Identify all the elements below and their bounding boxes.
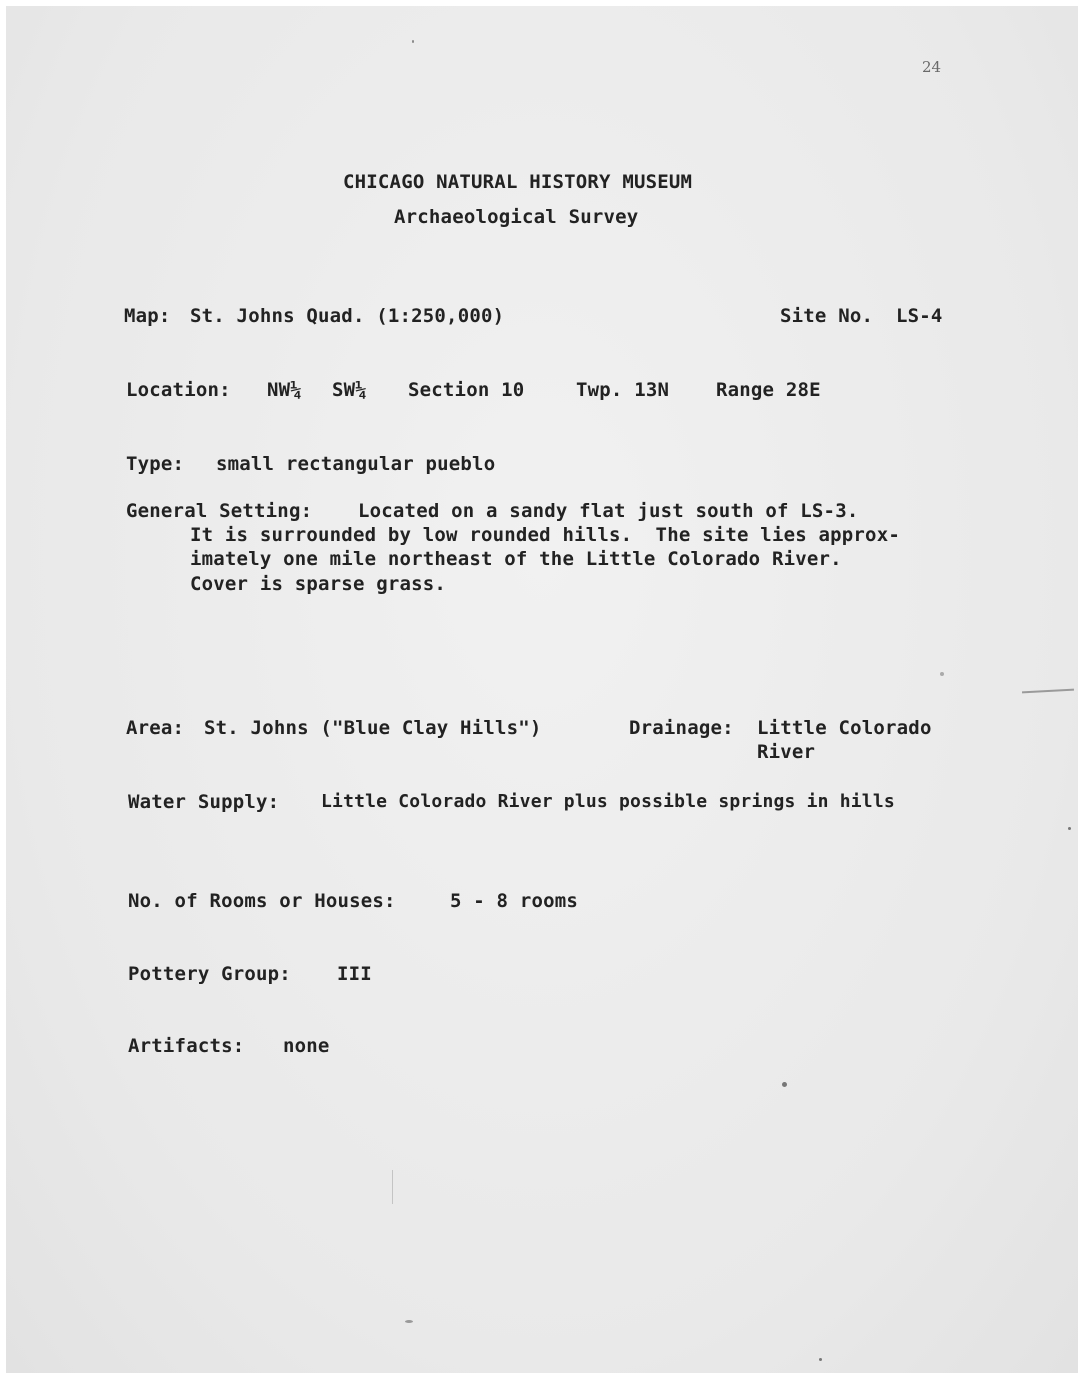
artifacts-value: none <box>283 1035 330 1057</box>
site-label: Site No. <box>780 305 874 327</box>
site-value: LS-4 <box>896 305 943 327</box>
location-township: Twp. 13N <box>576 379 670 401</box>
scan-speck <box>940 672 944 676</box>
general-setting-line-1: Located on a sandy flat just south of LS-3. <box>358 500 859 522</box>
pottery-label: Pottery Group: <box>128 963 291 985</box>
area-label: Area: <box>126 717 185 739</box>
drainage-value-line-1: Little Colorado <box>757 717 932 739</box>
artifacts-label: Artifacts: <box>128 1035 245 1057</box>
type-label: Type: <box>126 453 185 475</box>
rooms-label: No. of Rooms or Houses: <box>128 890 396 912</box>
type-value: small rectangular pueblo <box>216 453 496 475</box>
general-setting-line-3: imately one mile northeast of the Little Colorado River. <box>190 548 842 570</box>
general-setting-line-4: Cover is sparse grass. <box>190 573 447 595</box>
water-supply-label: Water Supply: <box>128 791 280 813</box>
scan-scratch <box>392 1170 393 1204</box>
water-supply-value: Little Colorado River plus possible springs in hills <box>321 791 895 812</box>
scan-speck <box>819 1358 822 1361</box>
map-label: Map: <box>124 305 171 327</box>
map-value: St. Johns Quad. (1:250,000) <box>190 305 505 327</box>
scan-speck <box>405 1320 413 1323</box>
scan-speck <box>1068 827 1071 830</box>
location-range: Range 28E <box>716 379 821 401</box>
scan-speck <box>412 40 414 43</box>
drainage-label: Drainage: <box>629 717 734 739</box>
drainage-value-line-2: River <box>757 741 816 763</box>
general-setting-label: General Setting: <box>126 500 313 522</box>
location-label: Location: <box>126 379 231 401</box>
location-quarter-2: SW¼ <box>332 379 367 401</box>
location-section: Section 10 <box>408 379 525 401</box>
institution-title: CHICAGO NATURAL HISTORY MUSEUM <box>343 171 693 193</box>
location-quarter-1: NW¼ <box>267 379 302 401</box>
rooms-value: 5 - 8 rooms <box>450 890 579 912</box>
scan-speck <box>782 1082 787 1087</box>
area-value: St. Johns ("Blue Clay Hills") <box>204 717 542 739</box>
page-number: 24 <box>922 58 942 76</box>
general-setting-line-2: It is surrounded by low rounded hills. The site lies approx- <box>190 524 900 546</box>
survey-title: Archaeological Survey <box>394 206 639 228</box>
pottery-value: III <box>337 963 372 985</box>
